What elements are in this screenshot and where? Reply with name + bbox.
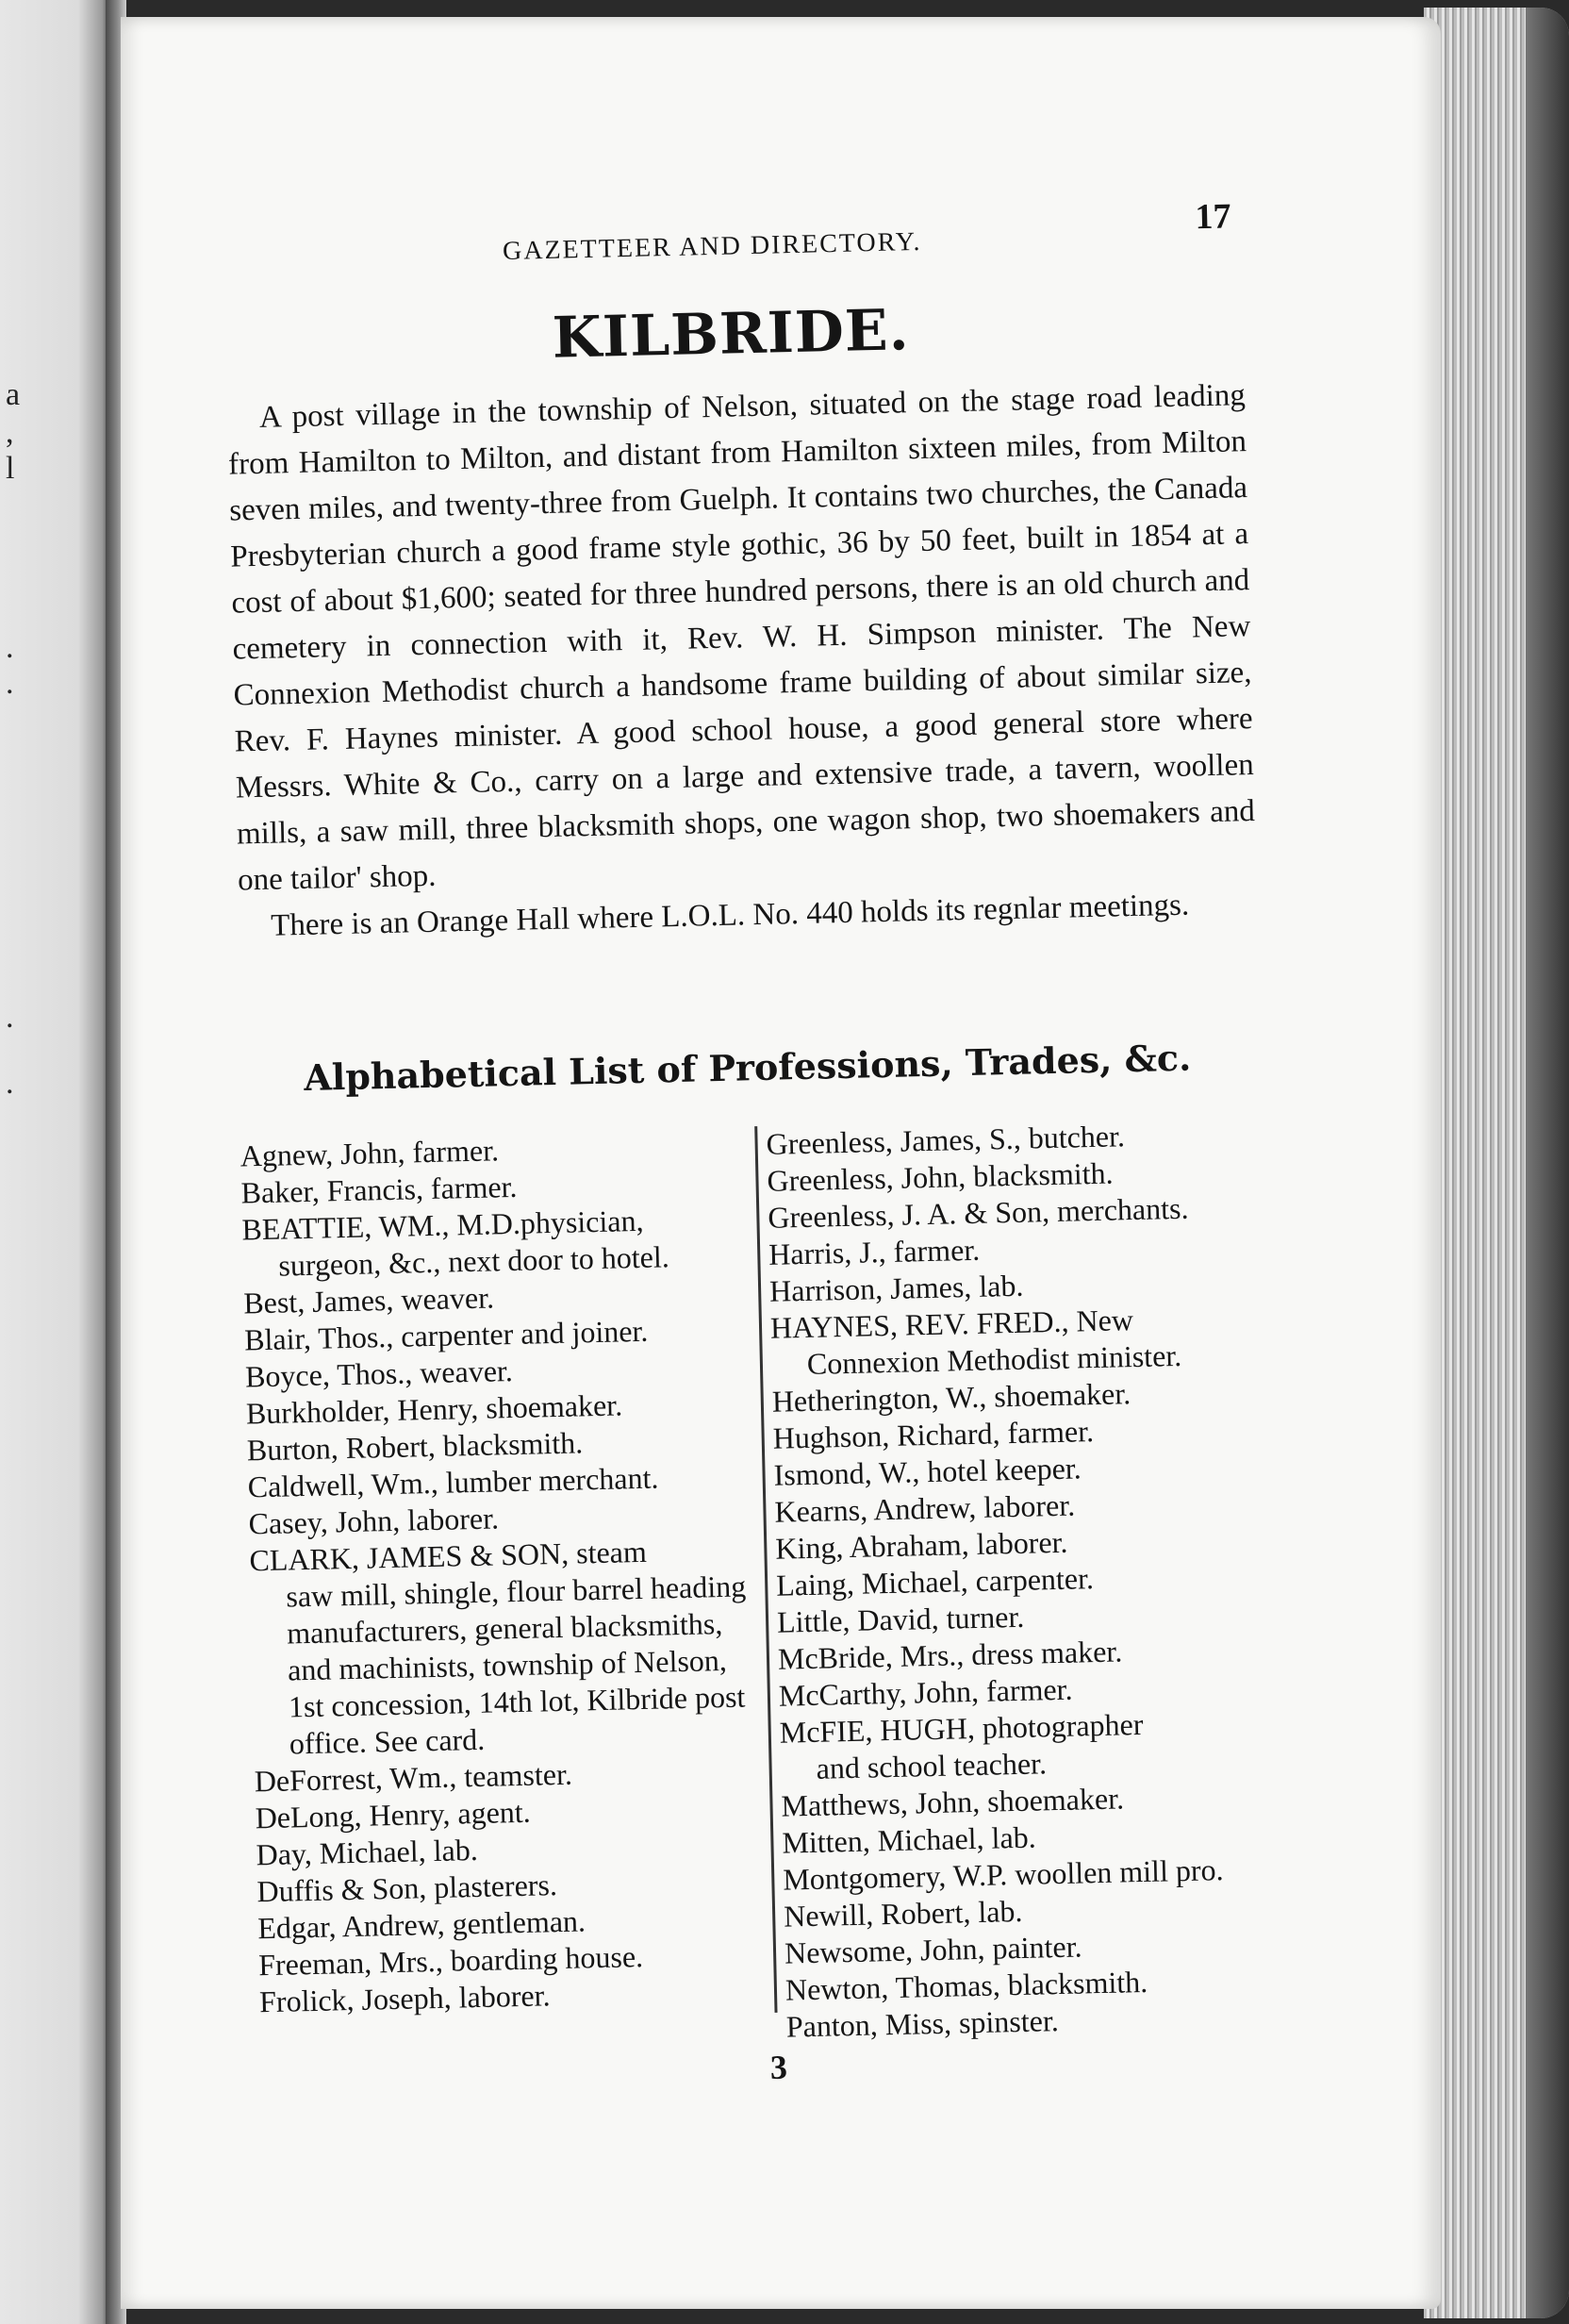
entry-text: Harris, J., farmer. [768, 1232, 981, 1271]
facing-mark: l [6, 451, 15, 486]
entry-text: Matthews, John, shoemaker. [781, 1781, 1125, 1823]
entry-text: Frolick, Joseph, laborer. [258, 1978, 551, 2019]
entry-text: Ismond, W., hotel keeper. [773, 1451, 1082, 1492]
entry-text: Harrison, James, lab. [768, 1268, 1024, 1308]
page-title: KILBRIDE. [552, 297, 911, 372]
facing-mark: . [6, 666, 14, 701]
entry-continuation: Connexion Methodist minister. [806, 1337, 1182, 1381]
directory-entry [249, 1531, 763, 1763]
entry-text: Burkholder, Henry, shoemaker. [245, 1387, 623, 1431]
facing-mark: , [6, 415, 14, 450]
entry-text: Greenless, John, blacksmith. [767, 1155, 1114, 1198]
directory-column-right [766, 1114, 1319, 2046]
entry-text: Caldwell, Wm., lumber merchant. [247, 1460, 659, 1504]
entry-text: Newsome, John, painter. [784, 1929, 1082, 1970]
directory-column-left [239, 1126, 768, 2020]
entry-text: Newill, Robert, lab. [783, 1893, 1023, 1934]
entry-text: Greenless, James, S., butcher. [766, 1119, 1126, 1161]
entry-text: Burton, Robert, blacksmith. [246, 1425, 584, 1468]
entry-text: McCarthy, John, farmer. [778, 1671, 1073, 1713]
entry-text: Panton, Miss, spinster. [785, 2003, 1060, 2044]
directory-entry [779, 1702, 1313, 1788]
facing-mark: . [6, 630, 14, 665]
facing-mark: . [6, 1000, 14, 1035]
entry-text: Baker, Francis, farmer. [240, 1169, 518, 1210]
entry-text: Newton, Thomas, blacksmith. [784, 1964, 1148, 2007]
entry-continuation: and school teacher. [816, 1746, 1048, 1785]
signature-mark: 3 [769, 2048, 788, 2087]
entry-text: Casey, John, laborer. [248, 1501, 500, 1541]
entry-text: King, Abraham, laborer. [774, 1524, 1068, 1566]
entry-text: HAYNES, REV. FRED., New [769, 1303, 1134, 1345]
entry-text: Laing, Michael, carpenter. [775, 1561, 1095, 1602]
entry-text: McBride, Mrs., dress maker. [777, 1634, 1123, 1676]
village-description [226, 373, 1257, 950]
entry-text: Greenless, J. A. & Son, merchants. [767, 1190, 1189, 1235]
running-head: GAZETTEER AND DIRECTORY. [502, 226, 922, 266]
page-text-block [209, 185, 1329, 2170]
entry-text: Hetherington, W., shoemaker. [771, 1376, 1131, 1419]
facing-page-edge [0, 0, 111, 2324]
directory-entry [241, 1200, 752, 1285]
entry-text: Mitten, Michael, lab. [782, 1819, 1037, 1860]
entry-text: Best, James, weaver. [242, 1280, 495, 1320]
entry-text: CLARK, JAMES & SON, steam [249, 1534, 648, 1578]
entry-text: Day, Michael, lab. [256, 1832, 479, 1872]
entry-text: Boyce, Thos., weaver. [244, 1353, 514, 1394]
facing-mark: . [6, 1066, 14, 1101]
entry-text: Blair, Thos., carpenter and joiner. [243, 1313, 649, 1357]
entry-text: Montgomery, W.P. woollen mill pro. [782, 1852, 1224, 1897]
facing-mark: a [6, 377, 21, 412]
entry-continuation: saw mill, shingle, flour barrel heading manufacturers, general blacksmiths, and machinists, township of Nelson, 1st concession, 14th lot, Kilbride post office. See card. [285, 1569, 747, 1761]
list-heading: Alphabetical List of Professions, Trades, &c. [303, 1036, 1192, 1099]
entry-text: BEATTIE, WM., M.D.physician, [241, 1203, 644, 1247]
entry-text: Kearns, Andrew, laborer. [774, 1487, 1076, 1529]
entry-text: Hughson, Richard, farmer. [772, 1414, 1095, 1455]
entry-text: McFIE, HUGH, photographer [779, 1706, 1144, 1750]
directory-entry [770, 1298, 1305, 1384]
description-paragraph: There is an Orange Hall where L.O.L. No. 440 holds its regnlar meetings. [270, 888, 1190, 943]
entry-continuation: surgeon, &c., next door to hotel. [278, 1239, 670, 1283]
entry-text: Little, David, turner. [776, 1599, 1025, 1639]
entry-text: Edgar, Andrew, gentleman. [256, 1903, 586, 1946]
entry-text: Agnew, John, farmer. [239, 1133, 500, 1173]
page-number: 17 [1194, 196, 1231, 238]
entry-text: Freeman, Mrs., boarding house. [257, 1939, 644, 1983]
description-paragraph: A post village in the township of Nelson, situated on the stage road leading from Hamilton to Milton, and distant from Hamilton sixteen miles, from Milton seven miles, and twenty-three from Guelph. It contains two churches, the Canada Presbyterian church a good frame style gothic, 36 by 50 feet, built in 1854 at a cost of about $1,600; seated for three hundred persons, there is an old church and cemetery in connection with it, Rev. W. H. Simpson minister. The New Connexion Methodist church a handsome frame building of about similar size, Rev. F. Haynes minister. A good school house, a good general store where Messrs. White & Co., carry on a large and extensive trade, a tavern, woollen mills, a saw mill, three blacksmith shops, one wagon shop, two shoemakers and one tailor' shop. [227, 378, 1256, 898]
entry-text: DeLong, Henry, agent. [255, 1794, 532, 1835]
page-edges [1424, 8, 1569, 2318]
entry-text: DeForrest, Wm., teamster. [254, 1756, 573, 1799]
entry-text: Duffis & Son, plasterers. [256, 1868, 558, 1909]
